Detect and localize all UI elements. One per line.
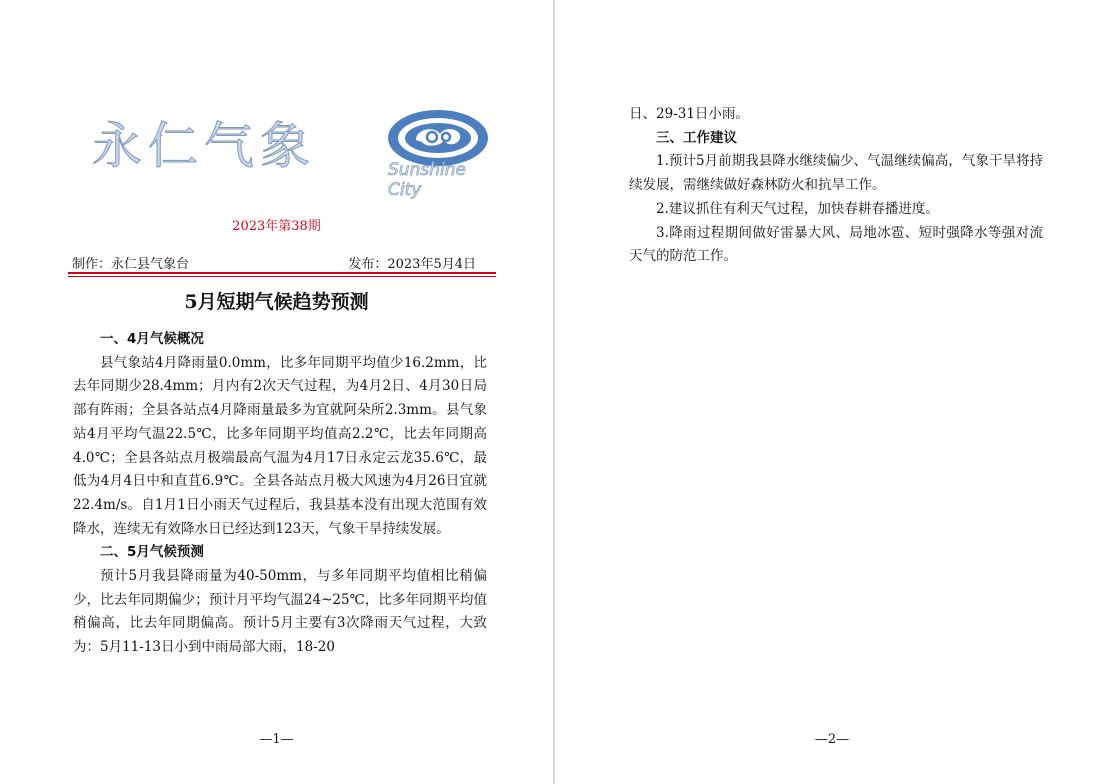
red-rule-thin — [68, 276, 496, 277]
page1-body — [73, 328, 487, 660]
section1-heading: 一、4月气候概况 — [100, 331, 204, 347]
suggestion-item-2: 2.建议抓住有利天气过程，加快春耕春播进度。 — [656, 200, 939, 217]
meta-row — [72, 253, 496, 273]
issue-number: 2023年第38期 — [232, 219, 321, 234]
section2-paragraph: 预计5月我县降雨量为40-50mm，与多年同期平均值相比稍偏少，比去年同期偏少；预计月平均气温24~25℃，比多年同期平均值稍偏高，比去年同期偏高。预计5月主要有3次降雨天气过程，大致为：5月11-13日小到中雨局部大雨，18-20 — [73, 568, 487, 656]
document-page-2 — [556, 0, 1108, 784]
maker-label: 制作：永仁县气象台 — [72, 257, 190, 272]
red-rule-thick — [68, 272, 496, 274]
page-divider — [553, 0, 555, 784]
suggestion-item-1: 1.预计5月前期我县降水继续偏少、气温继续偏高，气象干旱将持续发展，需继续做好森林防火和抗旱工作。 — [629, 153, 1043, 194]
cloud-emblem-icon — [386, 108, 490, 168]
document-title: 5月短期气候趋势预测 — [184, 291, 369, 313]
logo-subtitle: Sunshine City — [388, 160, 466, 200]
suggestion-item-3: 3.降雨过程期间做好雷暴大风、局地冰雹、短时强降水等强对流天气的防范工作。 — [629, 224, 1043, 265]
continued-paragraph: 日、29-31日小雨。 — [629, 106, 749, 122]
section1-paragraph: 县气象站4月降雨量0.0mm，比多年同期平均值少16.2mm，比去年同期少28.4mm；月内有2次天气过程，为4月2日、4月30日局部有阵雨；全县各站点4月降雨量最多为宜就阿朵所2.3mm。县气象站4月平均气温22.5℃，比多年同期平均值高2.2℃，比去年同期高4.0℃；全县各站点月极端最高气温为4月17日永定云龙35.6℃，最低为4月4日中和直苴6.9℃。全县各站点月极大风速为4月26日宜就22.4m/s。自1月1日小雨天气过程后，我县基本没有出现大范围有效降水，连续无有效降水日已经达到123天，气象干旱持续发展。 — [73, 354, 487, 537]
publish-date: 发布：2023年5月4日 — [348, 257, 476, 272]
document-page-1 — [0, 0, 553, 784]
section2-heading: 二、5月气候预测 — [100, 544, 204, 561]
section3-heading: 三、工作建议 — [656, 129, 737, 146]
page-number-1: —1— — [259, 732, 294, 747]
page-number-2: —2— — [814, 732, 850, 747]
page2-body — [629, 103, 1043, 269]
logo-text: 永仁气象 — [92, 117, 316, 175]
masthead-logo — [88, 100, 498, 200]
